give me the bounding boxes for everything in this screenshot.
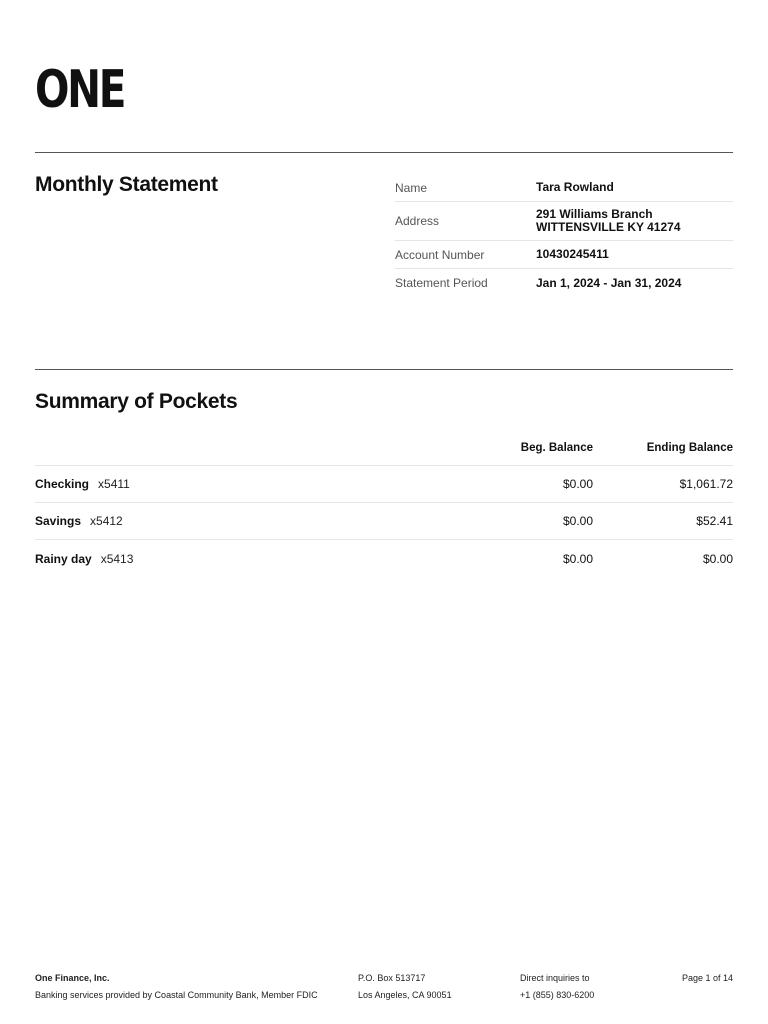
beg-balance-value: $0.00	[562, 477, 593, 491]
page-number: Page 1 of 14	[681, 973, 733, 983]
account-info-table	[395, 174, 733, 297]
top-divider	[35, 152, 733, 153]
footer-company	[35, 970, 318, 1004]
statement-title: Monthly Statement	[35, 173, 218, 196]
address-label: Address	[395, 214, 440, 228]
ending-balance-value: $52.41	[696, 514, 733, 528]
pockets-header-row	[35, 430, 733, 466]
section-divider	[35, 369, 733, 370]
info-row-account-number	[395, 241, 733, 269]
name-label: Name	[395, 180, 428, 195]
statement-period-value: Jan 1, 2024 - Jan 31, 2024	[536, 275, 682, 290]
one-logo: ONE	[35, 60, 125, 120]
info-row-name	[395, 174, 733, 202]
banking-disclosure: Banking services provided by Coastal Community Bank, Member FDIC	[35, 990, 318, 1000]
po-box: P.O. Box 513717	[358, 973, 426, 983]
pocket-name: Rainy day x5413	[35, 551, 134, 566]
beg-balance-value: $0.00	[562, 551, 593, 566]
info-row-address	[395, 202, 733, 241]
company-name: One Finance, Inc.	[35, 973, 110, 983]
account-number-label: Account Number	[395, 247, 485, 262]
inquiries-label: Direct inquiries to	[520, 973, 590, 983]
pocket-row-savings	[35, 503, 733, 540]
info-row-statement-period	[395, 269, 733, 297]
footer-contact	[520, 970, 594, 1004]
ending-balance-header: Ending Balance	[646, 441, 733, 454]
phone-number: +1 (855) 830-6200	[520, 990, 595, 1000]
pocket-row-checking	[35, 466, 733, 503]
beg-balance-value: $0.00	[562, 514, 593, 528]
pocket-name: Checking x5411	[35, 477, 130, 491]
address-value: 291 Williams Branch WITTENSVILLE KY 41274	[536, 207, 681, 234]
ending-balance-value: $1,061.72	[679, 477, 733, 491]
city-zip: Los Angeles, CA 90051	[358, 990, 452, 1000]
pockets-table	[35, 430, 733, 577]
pockets-title: Summary of Pockets	[35, 390, 238, 413]
name-value: Tara Rowland	[536, 180, 614, 194]
account-number-value: 10430245411	[536, 247, 609, 261]
statement-period-label: Statement Period	[395, 276, 488, 290]
pocket-row-rainy-day	[35, 540, 733, 577]
pocket-name: Savings x5412	[35, 514, 123, 528]
ending-balance-value: $0.00	[702, 551, 733, 566]
beg-balance-header: Beg. Balance	[520, 441, 593, 454]
footer-address	[358, 970, 452, 1004]
